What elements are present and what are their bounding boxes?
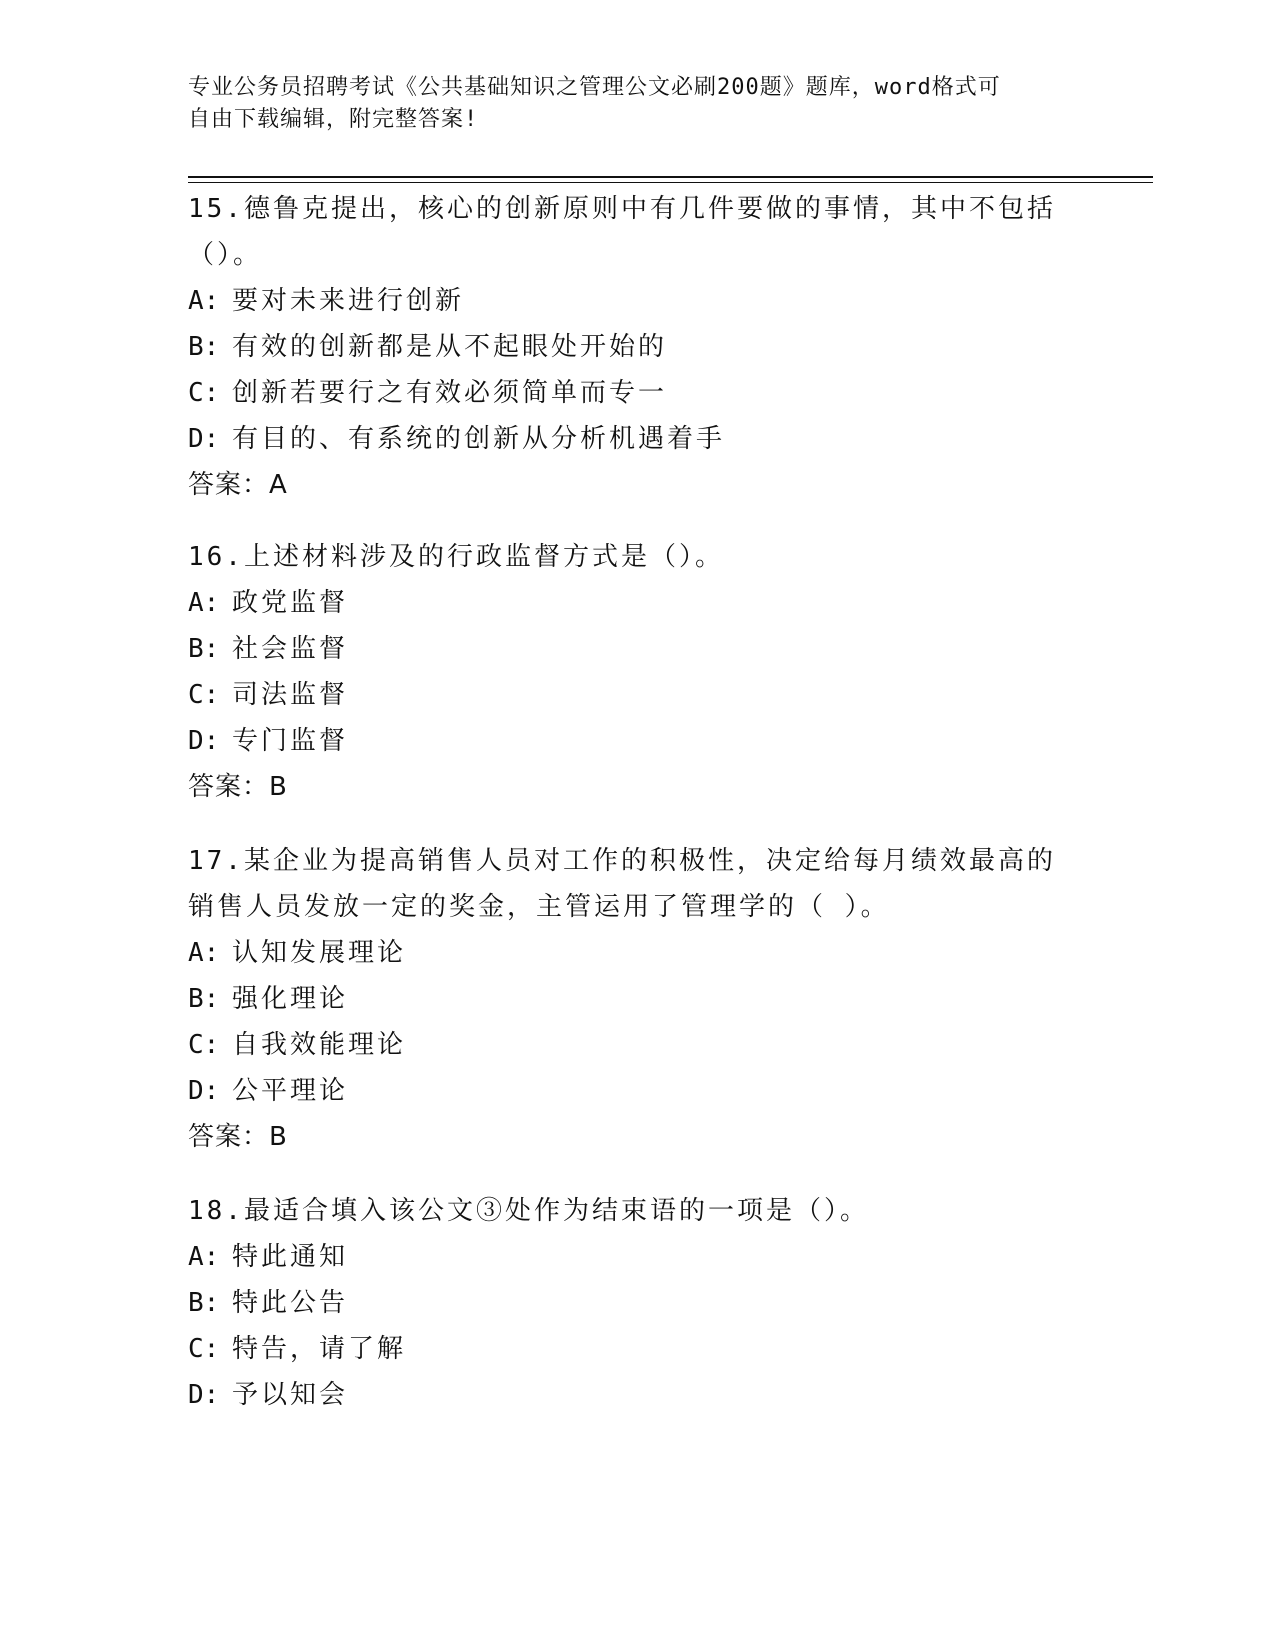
option-c [188, 370, 1068, 416]
option-a [188, 580, 1068, 626]
question-17 [188, 838, 1068, 1160]
option-letter: C: [188, 1030, 220, 1060]
option-letter: C: [188, 378, 220, 408]
option-b [188, 1280, 1068, 1326]
option-d [188, 1068, 1068, 1114]
option-letter: A: [188, 286, 220, 316]
option-text: 专门监督 [232, 726, 349, 756]
option-a [188, 1234, 1068, 1280]
option-text: 创新若要行之有效必须简单而专一 [232, 378, 668, 408]
option-text: 要对未来进行创新 [232, 286, 465, 316]
option-letter: C: [188, 1334, 220, 1364]
option-c [188, 1326, 1068, 1372]
option-letter: A: [188, 588, 220, 618]
question-stem: 18.最适合填入该公文③处作为结束语的一项是（）。 [188, 1196, 869, 1226]
option-letter: B: [188, 984, 220, 1014]
header-line-2: 自由下载编辑，附完整答案! [188, 107, 479, 132]
answer-label: 答案：B [188, 772, 288, 802]
option-letter: B: [188, 1288, 220, 1318]
option-b [188, 626, 1068, 672]
question-16 [188, 534, 1068, 810]
option-text: 强化理论 [232, 984, 349, 1014]
answer-label: 答案：A [188, 470, 288, 500]
option-d [188, 718, 1068, 764]
option-d [188, 416, 1068, 462]
question-stem: 16.上述材料涉及的行政监督方式是（）。 [188, 542, 724, 572]
option-a [188, 930, 1068, 976]
option-c [188, 672, 1068, 718]
option-d [188, 1372, 1068, 1418]
option-letter: A: [188, 938, 220, 968]
answer-label: 答案：B [188, 1122, 288, 1152]
option-text: 政党监督 [232, 588, 349, 618]
question-18 [188, 1188, 1068, 1418]
option-letter: D: [188, 1380, 220, 1410]
question-15 [188, 186, 1068, 508]
option-letter: D: [188, 424, 220, 454]
option-text: 社会监督 [232, 634, 349, 664]
option-letter: B: [188, 634, 220, 664]
option-text: 有效的创新都是从不起眼处开始的 [232, 332, 668, 362]
option-letter: D: [188, 726, 220, 756]
option-text: 司法监督 [232, 680, 349, 710]
question-stem: 17.某企业为提高销售人员对工作的积极性，决定给每月绩效最高的销售人员发放一定的奖金，主管运用了管理学的（ ）。 [188, 846, 1056, 922]
option-letter: C: [188, 680, 220, 710]
option-b [188, 324, 1068, 370]
header-divider-thick [188, 176, 1153, 178]
option-text: 认知发展理论 [232, 938, 407, 968]
option-letter: B: [188, 332, 220, 362]
option-letter: A: [188, 1242, 220, 1272]
option-b [188, 976, 1068, 1022]
option-letter: D: [188, 1076, 220, 1106]
option-text: 有目的、有系统的创新从分析机遇着手 [232, 424, 726, 454]
option-text: 公平理论 [232, 1076, 349, 1106]
option-text: 予以知会 [232, 1380, 349, 1410]
question-stem: 15.德鲁克提出，核心的创新原则中有几件要做的事情，其中不包括（）。 [188, 194, 1056, 270]
option-text: 特此通知 [232, 1242, 349, 1272]
option-text: 特告，请了解 [232, 1334, 407, 1364]
option-text: 自我效能理论 [232, 1030, 407, 1060]
header-line-1: 专业公务员招聘考试《公共基础知识之管理公文必刷200题》题库，word格式可 [188, 75, 1001, 100]
option-c [188, 1022, 1068, 1068]
option-text: 特此公告 [232, 1288, 349, 1318]
document-header [188, 72, 1068, 136]
header-divider-thin [188, 182, 1153, 183]
option-a [188, 278, 1068, 324]
